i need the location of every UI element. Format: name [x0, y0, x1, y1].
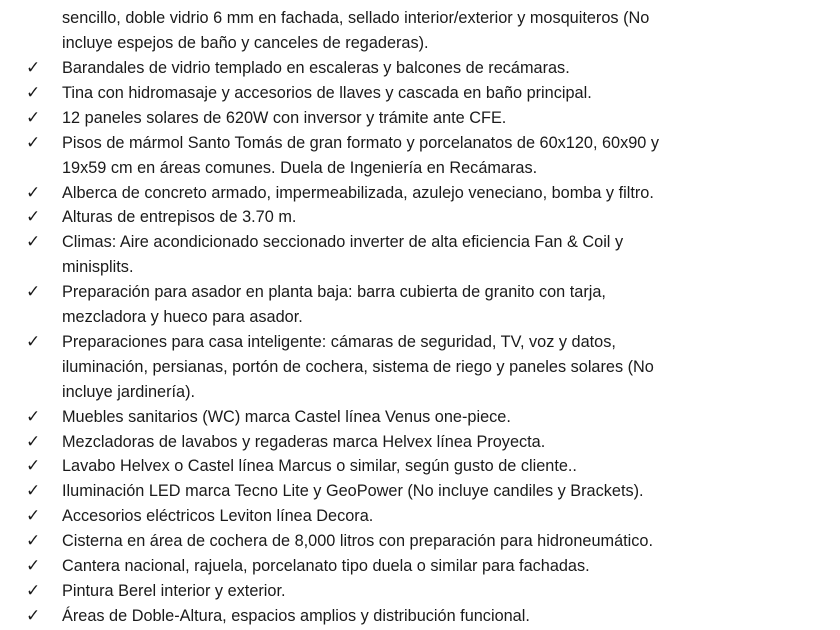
list-item-text: Pisos de mármol Santo Tomás de gran formato y porcelanatos de 60x120, 60x90 y [62, 133, 660, 152]
list-item-text: Barandales de vidrio templado en escaleras y balcones de recámaras. [62, 59, 570, 77]
checkmark-icon: ✓ [26, 580, 41, 601]
checkmark-icon: ✓ [26, 605, 41, 626]
list-item-text: Preparaciones para casa inteligente: cámaras de seguridad, TV, voz y datos, [62, 332, 616, 351]
list-item-text: Cisterna en área de cochera de 8,000 litros con preparación para hidroneumático. [62, 532, 654, 551]
list-item-text: Iluminación LED marca Tecno Lite y GeoPower (No incluye candiles y Brackets). [62, 482, 644, 501]
list-item-text: Muebles sanitarios (WC) marca Castel línea Venus one-piece. [62, 407, 511, 426]
list-item-text: Alberca de concreto armado, impermeabilizada, azulejo veneciano, bomba y filtro. [62, 183, 654, 202]
checkmark-icon: ✓ [26, 132, 41, 153]
intro-line: incluye espejos de baño y canceles de regaderas). [62, 34, 429, 52]
list-item-text: Alturas de entrepisos de 3.70 m. [62, 208, 297, 227]
checkmark-icon: ✓ [26, 207, 41, 228]
checkmark-icon: ✓ [26, 107, 41, 128]
list-item-text: Cantera nacional, rajuela, porcelanato tipo duela o similar para fachadas. [62, 557, 590, 575]
checkmark-icon: ✓ [26, 82, 41, 103]
list-item-text: iluminación, persianas, portón de cochera, sistema de riego y paneles solares (No [62, 357, 654, 376]
list-item-text: mezcladora y hueco para asador. [62, 308, 303, 326]
list-item-text: 19x59 cm en áreas comunes. Duela de Ingeniería en Recámaras. [62, 158, 538, 177]
checkmark-icon: ✓ [26, 58, 41, 78]
checkmark-icon: ✓ [26, 182, 41, 203]
list-item-text: Lavabo Helvex o Castel línea Marcus o similar, según gusto de cliente.. [62, 457, 577, 476]
checkmark-icon: ✓ [26, 456, 41, 477]
checkmark-icon: ✓ [26, 506, 41, 527]
checkmark-icon: ✓ [26, 481, 41, 502]
list-item-text: incluye jardinería). [62, 382, 196, 401]
list-item-text: minisplits. [62, 258, 134, 277]
checkmark-icon: ✓ [26, 531, 41, 552]
checkmark-icon: ✓ [26, 331, 41, 352]
checkmark-icon: ✓ [26, 406, 41, 427]
checkmark-icon: ✓ [26, 282, 41, 303]
list-item-text: Pintura Berel interior y exterior. [62, 581, 286, 600]
list-item-text: Accesorios eléctricos Leviton línea Decora. [62, 507, 374, 526]
list-item-text: 12 paneles solares de 620W con inversor y trámite ante CFE. [62, 108, 507, 127]
checkmark-icon: ✓ [26, 556, 41, 576]
checkmark-icon: ✓ [26, 232, 41, 253]
checkmark-icon: ✓ [26, 431, 41, 452]
list-item-text: Tina con hidromasaje y accesorios de llaves y cascada en baño principal. [62, 83, 592, 102]
list-item-text: Preparación para asador en planta baja: barra cubierta de granito con tarja, [62, 283, 606, 302]
list-item-text: Climas: Aire acondicionado seccionado inverter de alta eficiencia Fan & Coil y [62, 233, 624, 252]
intro-line: sencillo, doble vidrio 6 mm en fachada, sellado interior/exterior y mosquiteros (No [62, 9, 650, 27]
list-item-text: Áreas de Doble-Altura, espacios amplios y distribución funcional. [62, 606, 530, 625]
list-item-text: Mezcladoras de lavabos y regaderas marca Helvex línea Proyecta. [62, 432, 546, 451]
